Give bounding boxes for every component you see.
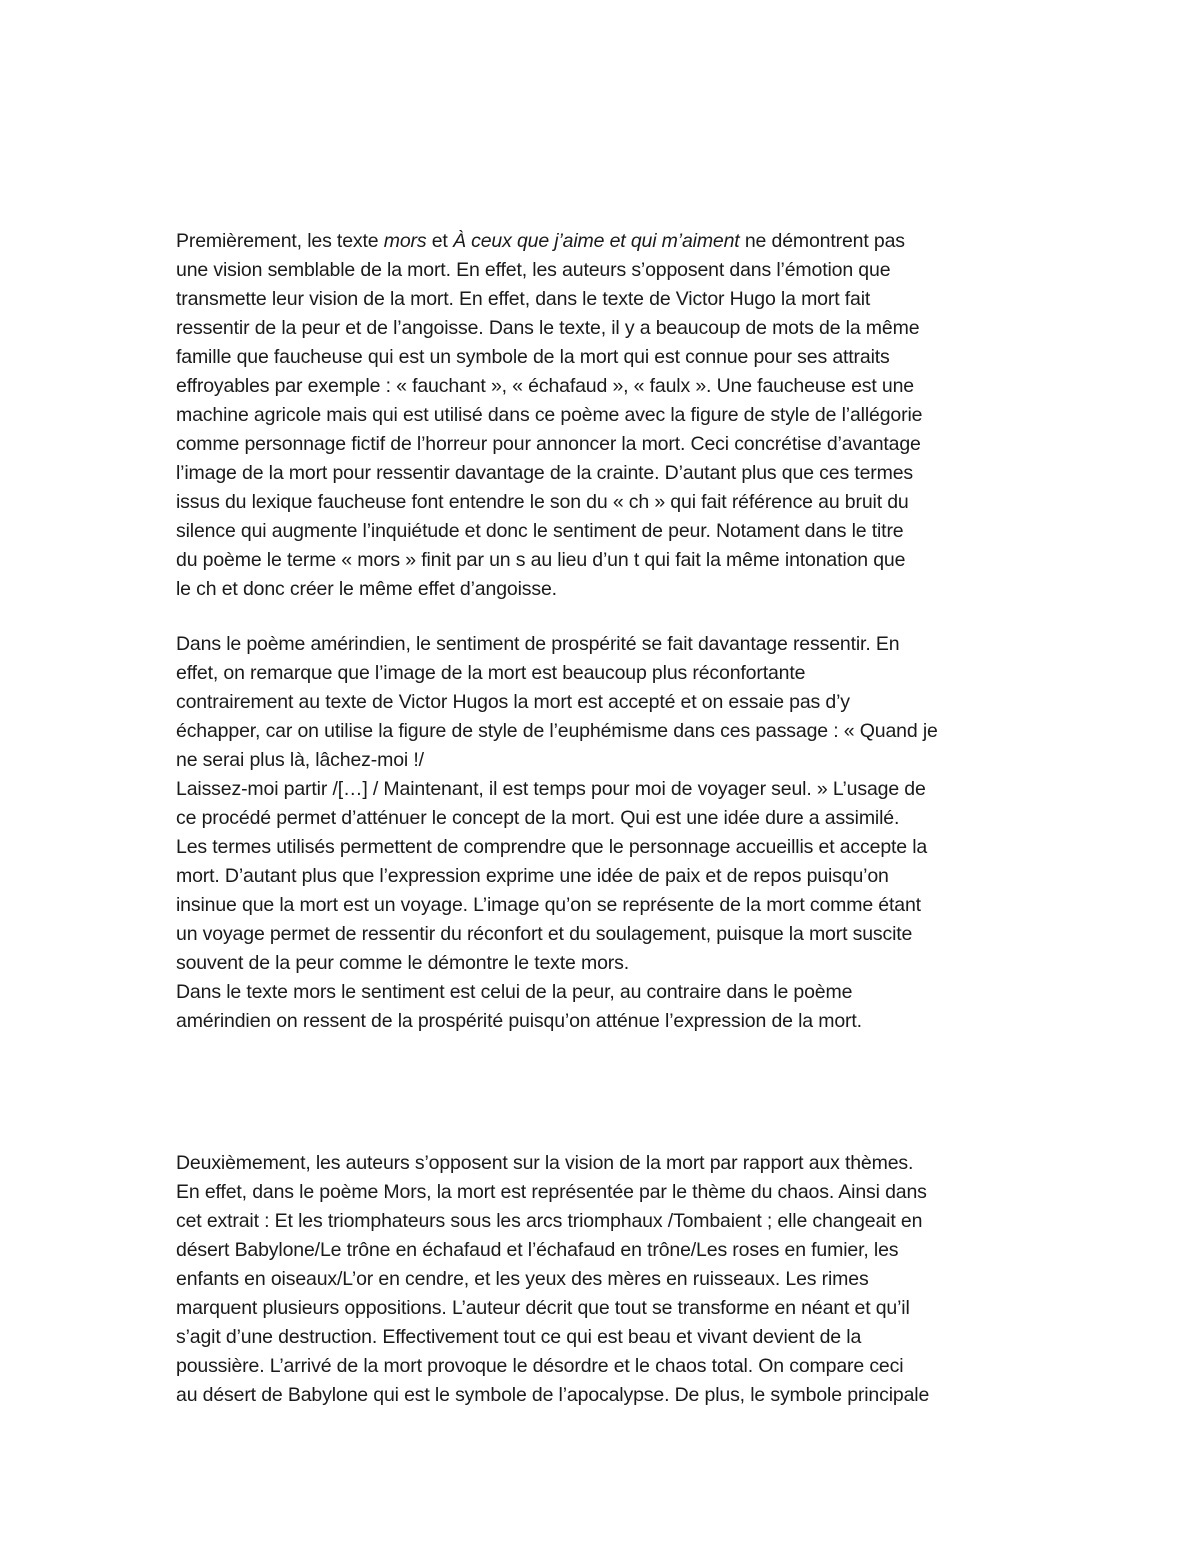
paragraph-line: comme personnage fictif de l’horreur pour annoncer la mort. Ceci concrétise d’avantage — [176, 433, 921, 455]
text-run: Premièrement, les texte — [176, 230, 384, 252]
paragraph-line: poussière. L’arrivé de la mort provoque le désordre et le chaos total. On compare ceci — [176, 1355, 904, 1377]
paragraph-line: marquent plusieurs oppositions. L’auteur décrit que tout se transforme en néant et qu’il — [176, 1297, 910, 1319]
paragraph-line: ressentir de la peur et de l’angoisse. Dans le texte, il y a beaucoup de mots de la même — [176, 317, 920, 339]
paragraph-line: En effet, dans le poème Mors, la mort est représentée par le thème du chaos. Ainsi dans — [176, 1181, 927, 1203]
paragraph-line: un voyage permet de ressentir du réconfort et du soulagement, puisque la mort suscite — [176, 923, 913, 945]
paragraph-2 — [176, 630, 1036, 1036]
paragraph-line: effroyables par exemple : « fauchant », « échafaud », « faulx ». Une faucheuse est une — [176, 375, 914, 397]
paragraph-line: désert Babylone/Le trône en échafaud et l’échafaud en trône/Les roses en fumier, les — [176, 1239, 899, 1261]
paragraph-line: effet, on remarque que l’image de la mort est beaucoup plus réconfortante — [176, 662, 806, 684]
paragraph-line: mort. D’autant plus que l’expression exprime une idée de paix et de repos puisqu’on — [176, 865, 889, 887]
paragraph-line: ne serai plus là, lâchez-moi !/ — [176, 749, 424, 771]
paragraph-line: machine agricole mais qui est utilisé dans ce poème avec la figure de style de l’allégorie — [176, 404, 923, 426]
paragraph-line: amérindien on ressent de la prospérité puisqu’on atténue l’expression de la mort. — [176, 1010, 862, 1032]
paragraph-line: cet extrait : Et les triomphateurs sous les arcs triomphaux /Tombaient ; elle changeait en — [176, 1210, 923, 1232]
paragraph-line: silence qui augmente l’inquiétude et donc le sentiment de peur. Notament dans le titre — [176, 520, 904, 542]
paragraph-line: souvent de la peur comme le démontre le texte mors. — [176, 952, 629, 974]
italic-title-poem: À ceux que j’aime et qui m’aiment — [452, 230, 740, 252]
paragraph-line: le ch et donc créer le même effet d’angoisse. — [176, 578, 557, 600]
paragraph-line: du poème le terme « mors » finit par un s au lieu d’un t qui fait la même intonation que — [176, 549, 906, 571]
paragraph-3 — [176, 1149, 1036, 1410]
paragraph-line: s’agit d’une destruction. Effectivement tout ce qui est beau et vivant devient de la — [176, 1326, 862, 1348]
paragraph-line: échapper, car on utilise la figure de style de l’euphémisme dans ces passage : « Quand je — [176, 720, 938, 742]
paragraph-line: Laissez-moi partir /[…] / Maintenant, il est temps pour moi de voyager seul. » L’usage de — [176, 778, 926, 800]
paragraph-line: une vision semblable de la mort. En effet, les auteurs s’opposent dans l’émotion que — [176, 259, 891, 281]
text-run: et — [426, 230, 453, 252]
paragraph-line: enfants en oiseaux/L’or en cendre, et les yeux des mères en ruisseaux. Les rimes — [176, 1268, 869, 1290]
paragraph-line: Dans le texte mors le sentiment est celui de la peur, au contraire dans le poème — [176, 981, 853, 1003]
text-run: ne démontrent pas — [739, 230, 905, 252]
italic-title-mors: mors — [383, 230, 427, 252]
paragraph-line: Dans le poème amérindien, le sentiment de prospérité se fait davantage ressentir. En — [176, 633, 900, 655]
paragraph-line: Les termes utilisés permettent de comprendre que le personnage accueillis et accepte la — [176, 836, 928, 858]
paragraph-line: ce procédé permet d’atténuer le concept de la mort. Qui est une idée dure a assimilé. — [176, 807, 900, 829]
paragraph-line: transmette leur vision de la mort. En effet, dans le texte de Victor Hugo la mort fait — [176, 288, 871, 310]
paragraph-line: au désert de Babylone qui est le symbole de l’apocalypse. De plus, le symbole principale — [176, 1384, 930, 1406]
paragraph-1 — [176, 227, 1036, 604]
paragraph-line: famille que faucheuse qui est un symbole de la mort qui est connue pour ses attraits — [176, 346, 890, 368]
paragraph-line: contrairement au texte de Victor Hugos la mort est accepté et on essaie pas d’y — [176, 691, 850, 713]
paragraph-line: issus du lexique faucheuse font entendre le son du « ch » qui fait référence au bruit du — [176, 491, 909, 513]
paragraph-line: l’image de la mort pour ressentir davantage de la crainte. D’autant plus que ces termes — [176, 462, 914, 484]
paragraph-line: Deuxièmement, les auteurs s’opposent sur la vision de la mort par rapport aux thèmes. — [176, 1152, 914, 1174]
paragraph-line: insinue que la mort est un voyage. L’image qu’on se représente de la mort comme étant — [176, 894, 921, 916]
paragraph-line — [176, 227, 1036, 256]
